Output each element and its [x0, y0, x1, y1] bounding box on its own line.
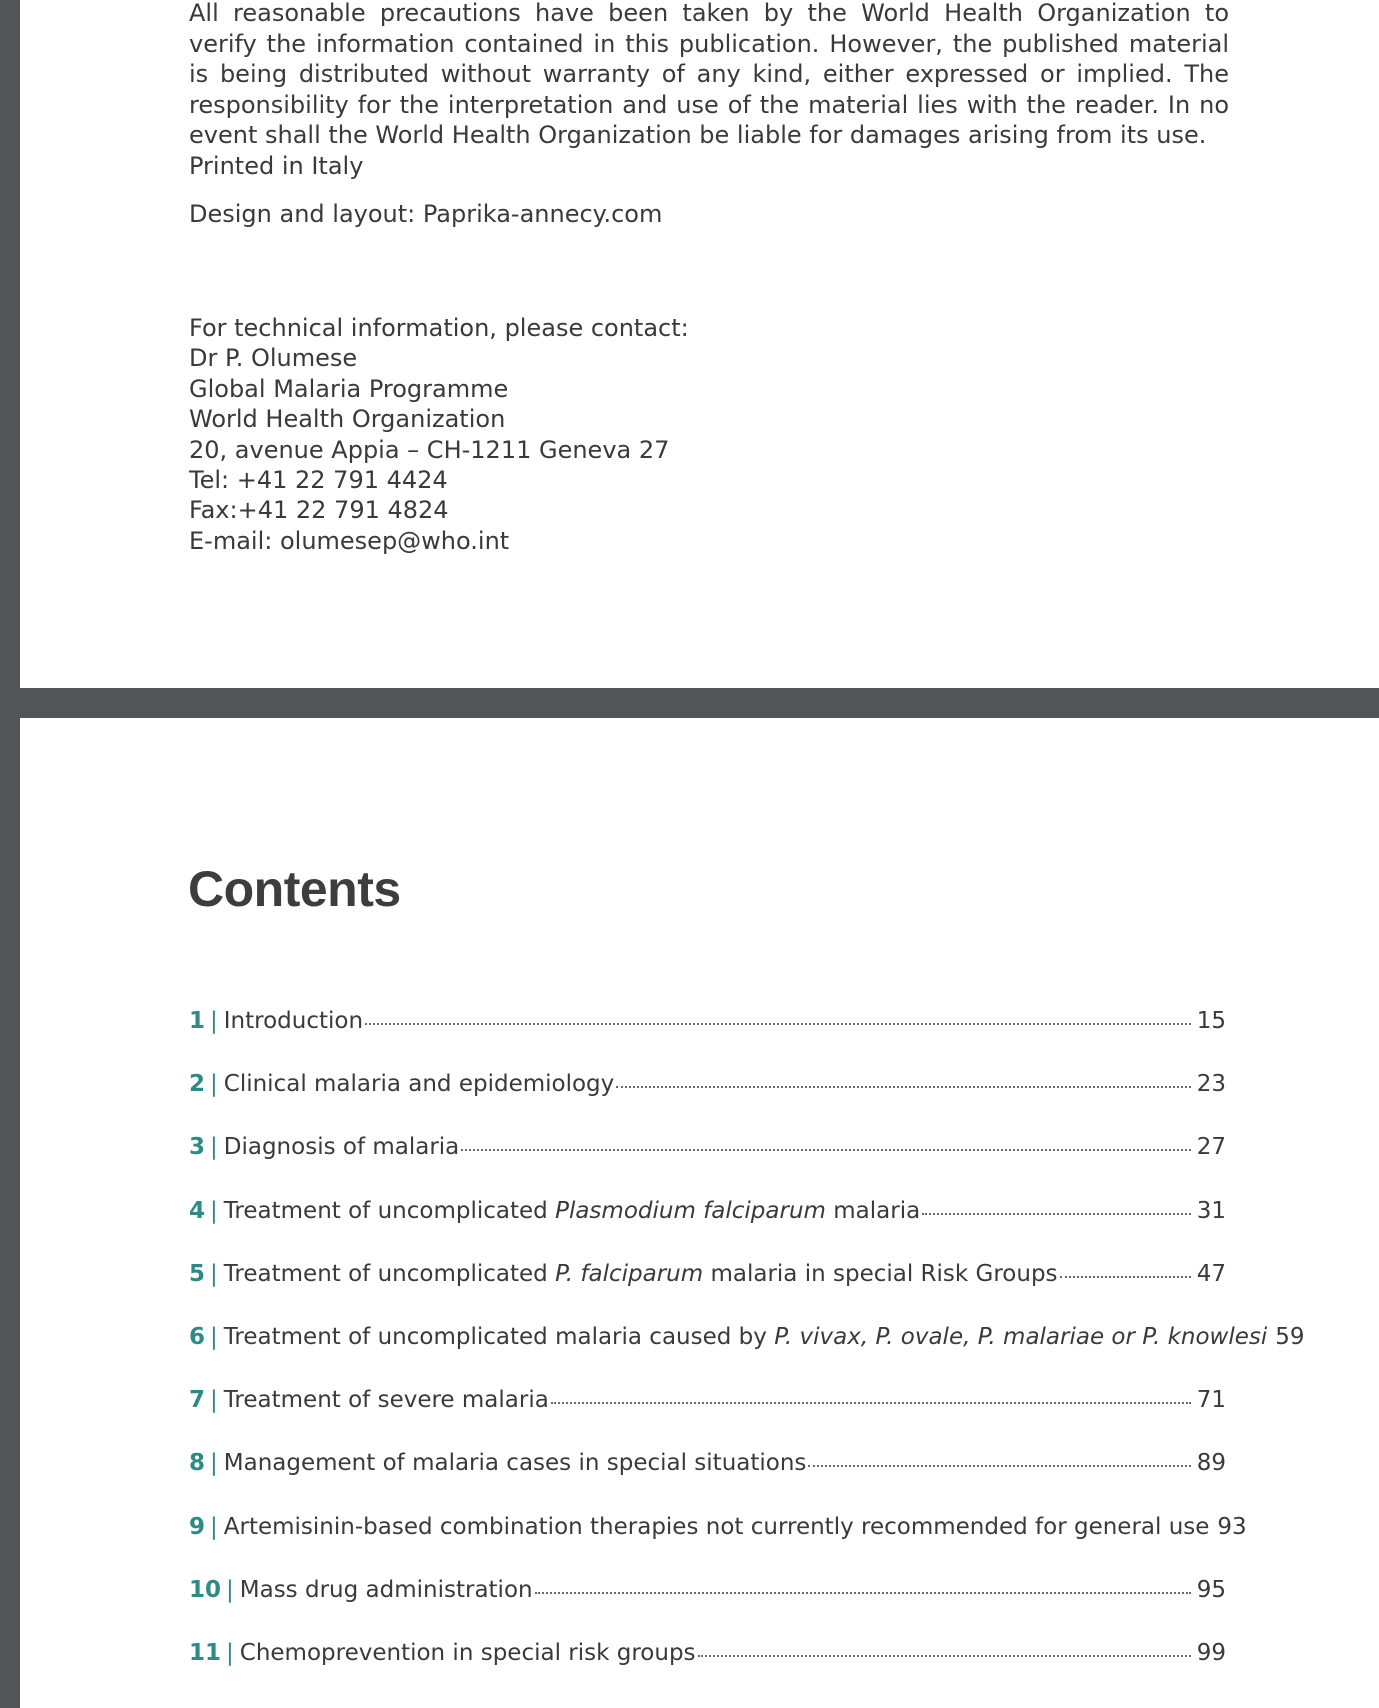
toc-separator: |: [226, 1576, 234, 1603]
contact-tel: Tel: +41 22 791 4424: [189, 466, 448, 495]
toc-entry[interactable]: [189, 1513, 1247, 1577]
toc-entry-number: 7: [189, 1387, 206, 1414]
toc-separator: |: [210, 1008, 218, 1034]
toc-page-number: 47: [1196, 1260, 1226, 1287]
toc-title-text: malaria in special Risk Groups: [703, 1260, 1058, 1287]
contact-intro: For technical information, please contact:: [189, 314, 689, 342]
toc-page-number: 59: [1275, 1323, 1305, 1350]
toc-page-number: 99: [1196, 1639, 1226, 1666]
toc-entry-number: 6: [189, 1323, 206, 1350]
table-of-contents: [189, 1008, 1305, 1703]
toc-title-text: Treatment of uncomplicated: [223, 1260, 556, 1287]
toc-title-text: Management of malaria cases in special situations: [223, 1450, 807, 1477]
printed-in-line: Printed in Italy: [189, 152, 364, 180]
toc-entry[interactable]: [189, 1261, 1226, 1324]
contact-fax: Fax:+41 22 791 4824: [189, 496, 449, 525]
toc-page-number: 27: [1196, 1134, 1226, 1161]
toc-title-italic: P. falciparum: [555, 1260, 704, 1287]
toc-entry-title: [224, 1071, 615, 1097]
toc-entry[interactable]: [189, 1387, 1226, 1450]
toc-entry-title: [240, 1577, 533, 1603]
toc-entry[interactable]: [189, 1640, 1226, 1703]
toc-entry[interactable]: [189, 1323, 1305, 1387]
toc-entry-number: 1: [189, 1008, 206, 1034]
toc-title-text: malaria: [825, 1197, 921, 1224]
toc-dot-leader: [616, 1085, 1190, 1088]
contact-programme: Global Malaria Programme: [189, 374, 509, 403]
toc-dot-leader: [461, 1148, 1190, 1151]
toc-dot-leader: [922, 1212, 1191, 1215]
toc-title-text: Clinical malaria and epidemiology: [223, 1071, 615, 1098]
document-page-contents: [20, 718, 1379, 1708]
toc-dot-leader: [535, 1591, 1191, 1594]
toc-title-text: Treatment of uncomplicated malaria caused by: [223, 1323, 775, 1350]
toc-title-italic: Plasmodium falciparum: [555, 1197, 826, 1224]
toc-separator: |: [210, 1450, 218, 1477]
contents-heading: Contents: [188, 861, 401, 917]
toc-entry-title: [224, 1008, 363, 1034]
contact-email[interactable]: E-mail: olumesep@who.int: [189, 526, 510, 555]
toc-page-number: 95: [1196, 1576, 1226, 1603]
toc-entry-number: 11: [189, 1639, 222, 1666]
toc-page-number: 89: [1196, 1450, 1226, 1477]
toc-entry[interactable]: [189, 1134, 1226, 1197]
toc-entry[interactable]: [189, 1198, 1226, 1261]
toc-entry-title: [224, 1450, 807, 1476]
toc-title-text: Mass drug administration: [239, 1576, 533, 1603]
toc-dot-leader: [365, 1022, 1191, 1025]
toc-title-text: Artemisinin-based combination therapies not currently recommended for general use: [223, 1513, 1210, 1540]
toc-separator: |: [210, 1323, 218, 1350]
toc-entry[interactable]: [189, 1577, 1226, 1640]
toc-entry-title: [224, 1514, 1210, 1540]
toc-page-number: 23: [1196, 1071, 1226, 1098]
contact-block: [189, 313, 689, 556]
toc-entry[interactable]: [189, 1071, 1226, 1134]
toc-entry-number: 10: [189, 1576, 222, 1603]
toc-entry-number: 4: [189, 1197, 206, 1224]
toc-entry-number: 8: [189, 1450, 206, 1477]
toc-dot-leader: [698, 1654, 1191, 1657]
toc-separator: |: [210, 1071, 218, 1098]
toc-separator: |: [210, 1260, 218, 1287]
contact-name: Dr P. Olumese: [189, 344, 358, 373]
toc-title-text: Diagnosis of malaria: [223, 1134, 460, 1161]
toc-entry[interactable]: [189, 1450, 1226, 1513]
document-page-top: [20, 0, 1379, 688]
toc-entry-title: [240, 1640, 696, 1666]
toc-entry-title: [224, 1198, 920, 1224]
toc-separator: |: [210, 1197, 218, 1224]
toc-page-number: 31: [1196, 1197, 1226, 1224]
toc-entry-number: 9: [189, 1513, 206, 1540]
toc-dot-leader: [808, 1464, 1190, 1467]
toc-page-number: 15: [1196, 1008, 1226, 1034]
toc-dot-leader: [1060, 1275, 1191, 1278]
toc-dot-leader: [551, 1401, 1191, 1404]
toc-separator: |: [210, 1387, 218, 1414]
toc-entry-title: [224, 1134, 460, 1160]
toc-entry-title: [224, 1324, 1268, 1350]
toc-entry-number: 2: [189, 1071, 206, 1098]
toc-entry-number: 5: [189, 1260, 206, 1287]
toc-title-italic: P. vivax, P. ovale, P. malariae or P. knowlesi: [774, 1323, 1268, 1350]
contact-address: 20, avenue Appia – CH-1211 Geneva 27: [189, 435, 670, 464]
toc-title-text: Treatment of severe malaria: [223, 1387, 549, 1414]
toc-title-text: Treatment of uncomplicated: [223, 1197, 556, 1224]
toc-page-number: 93: [1217, 1513, 1247, 1540]
contact-organization: World Health Organization: [189, 405, 506, 434]
toc-title-text: Chemoprevention in special risk groups: [239, 1639, 696, 1666]
toc-entry[interactable]: [189, 1008, 1226, 1071]
toc-entry-title: [224, 1387, 549, 1413]
toc-entry-title: [224, 1261, 1058, 1287]
disclaimer-paragraph: All reasonable precautions have been taken by the World Health Organization to verify the information contained in this publication. However, the published material is being distributed without warranty of any kind, either expressed or implied. The responsibility for the interpretation and use of the material lies with the reader. In no event shall the World Health Organization be liable for damages arising from its use.: [189, 0, 1229, 149]
toc-separator: |: [210, 1513, 218, 1540]
toc-entry-number: 3: [189, 1134, 206, 1161]
toc-separator: |: [226, 1639, 234, 1666]
toc-page-number: 71: [1196, 1387, 1226, 1414]
toc-separator: |: [210, 1134, 218, 1161]
design-credit-line: Design and layout: Paprika-annecy.com: [189, 200, 663, 228]
toc-title-text: Introduction: [223, 1008, 364, 1034]
